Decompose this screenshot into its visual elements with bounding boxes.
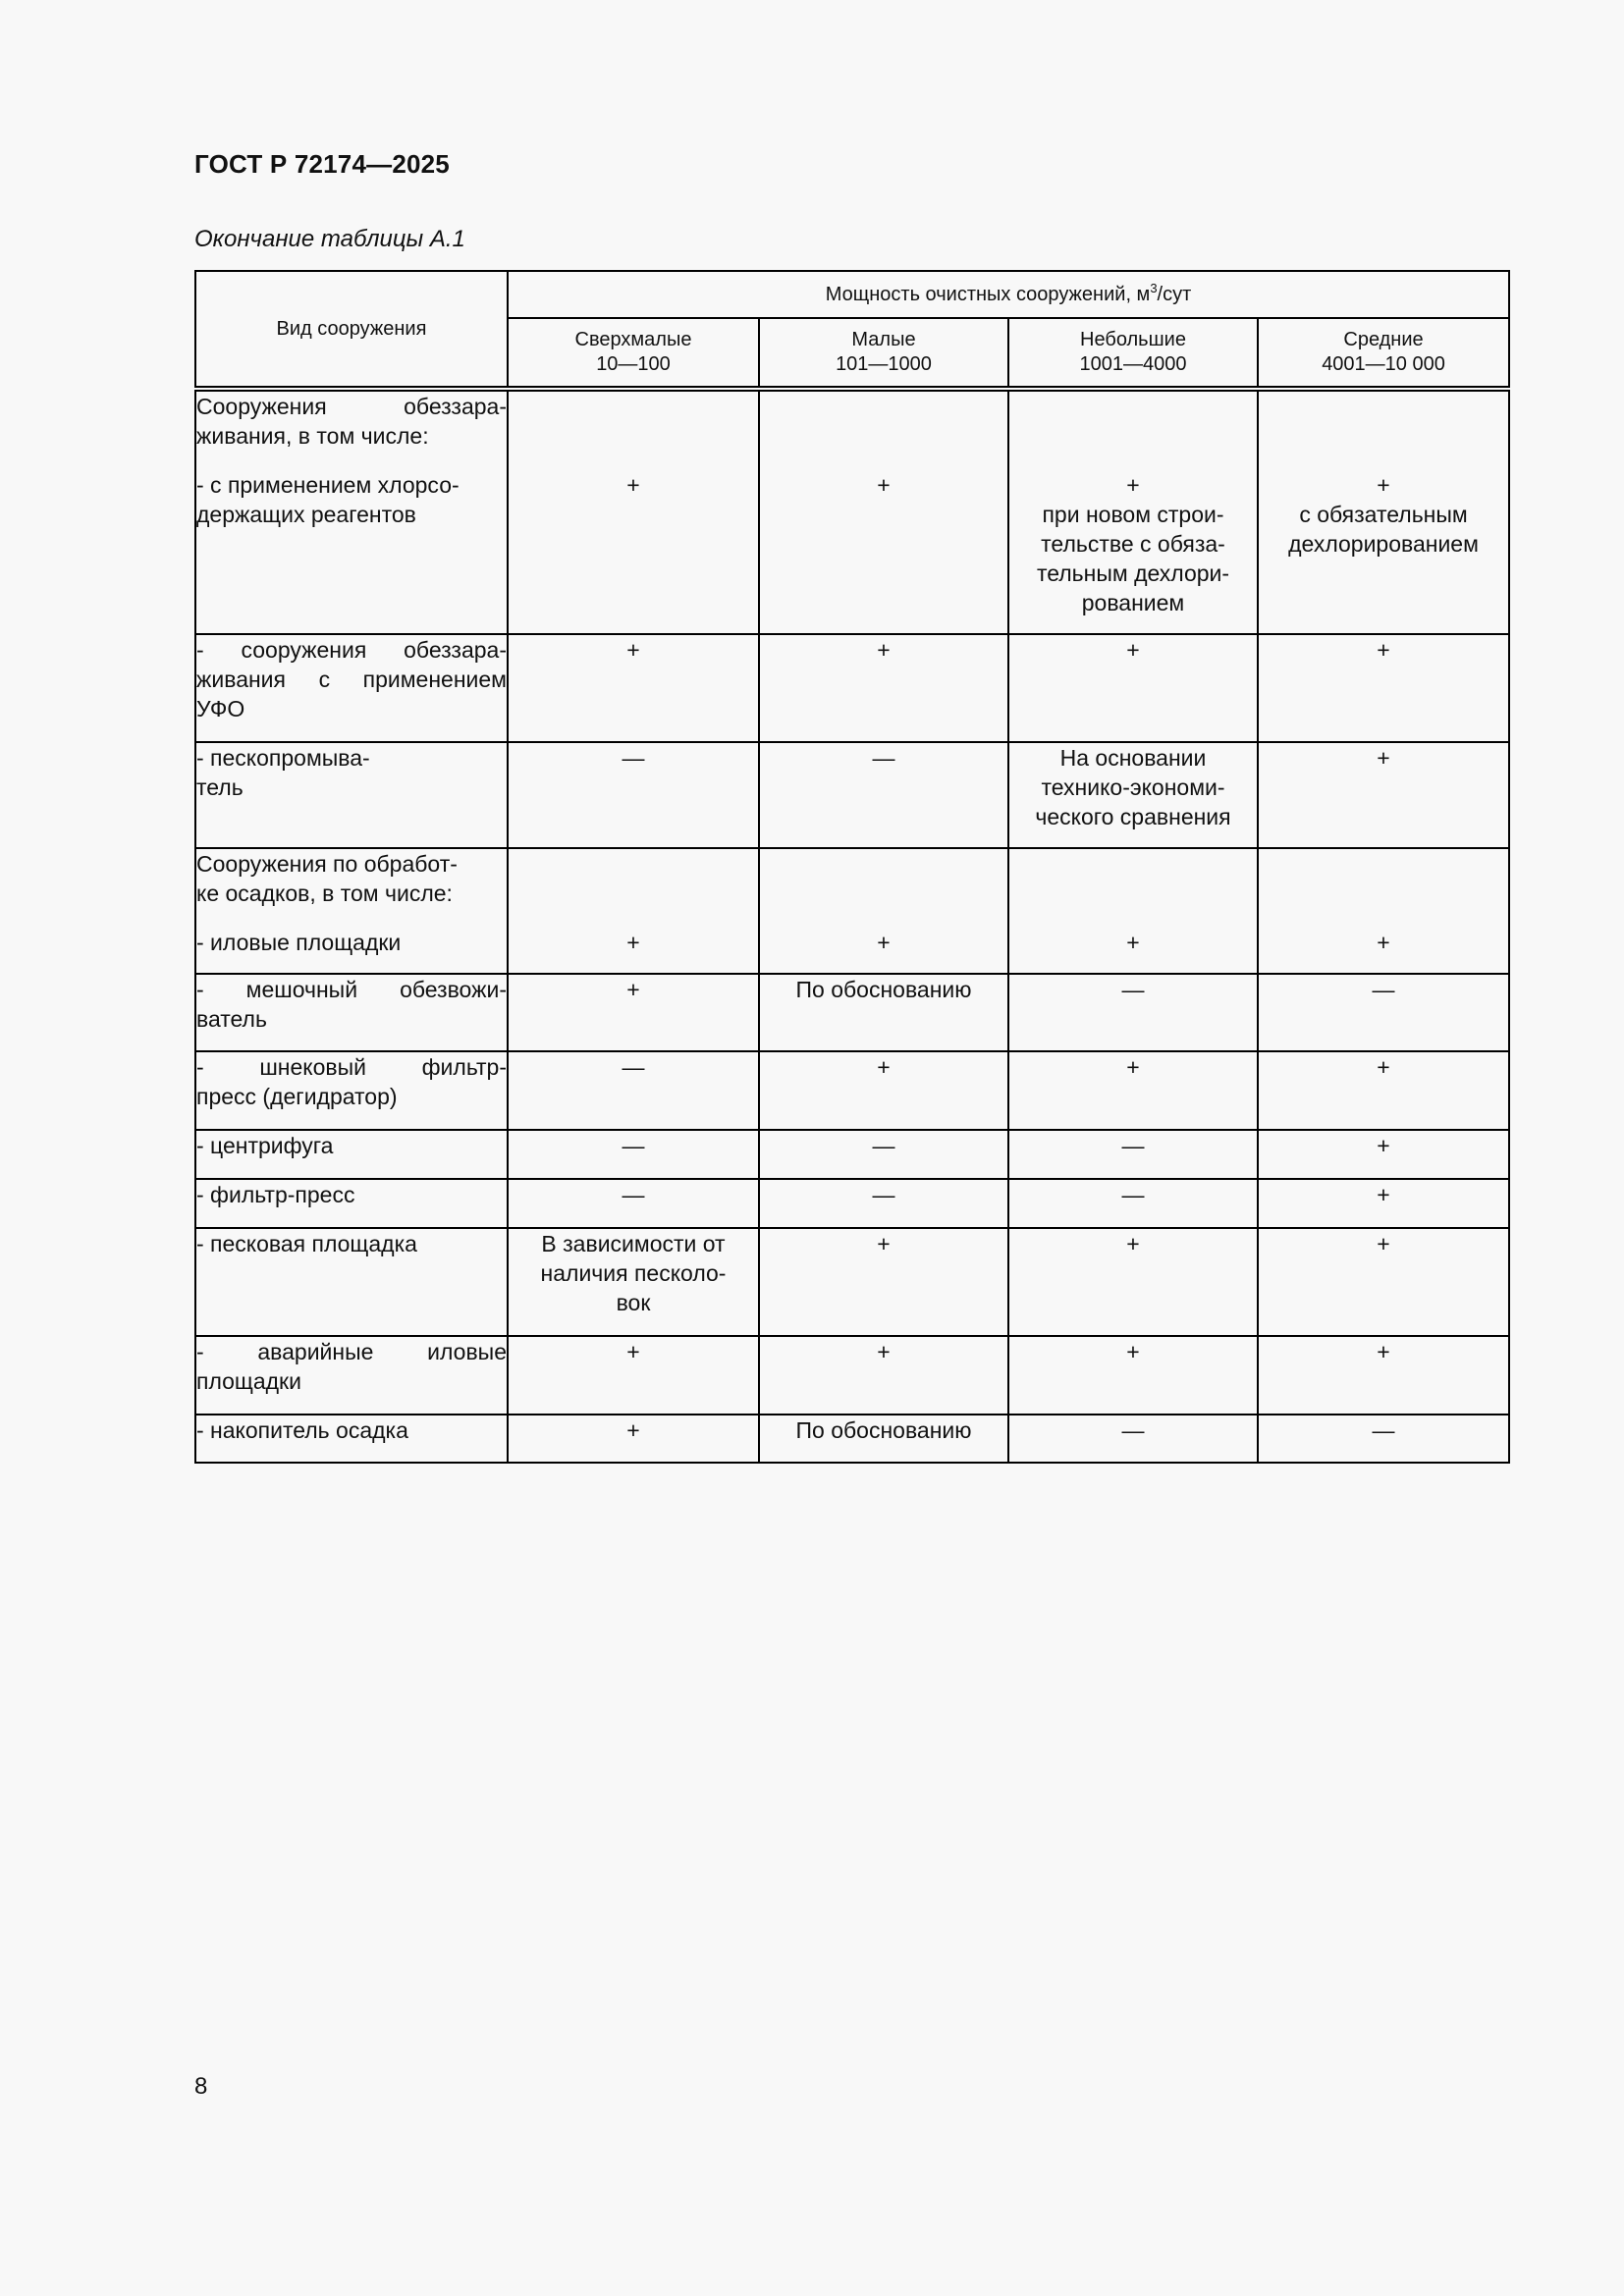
row-name-line: - иловые площадки: [196, 930, 402, 955]
cell: +: [1258, 1336, 1509, 1415]
cell: [1008, 742, 1258, 848]
cell: +: [1008, 1228, 1258, 1336]
header-col-name: Средние: [1343, 329, 1424, 350]
table-row: [195, 742, 1509, 848]
cell: +: [508, 1336, 759, 1415]
row-name: [195, 742, 508, 848]
row-name: - фильтр-пресс: [195, 1179, 508, 1228]
row-name-line: - сооружения обеззара-: [196, 637, 507, 663]
table-row: [195, 634, 1509, 742]
row-name-line: УФО: [196, 696, 245, 721]
cell: —: [1008, 974, 1258, 1051]
cell: —: [1008, 1179, 1258, 1228]
header-capacity-sup: 3: [1150, 280, 1158, 295]
table-row: [195, 1228, 1509, 1336]
row-name-line: ватель: [196, 1006, 267, 1032]
cell: +: [508, 974, 759, 1051]
cell: [508, 1228, 759, 1336]
cell: —: [759, 1179, 1008, 1228]
cell-text-line: дехлорированием: [1288, 531, 1479, 557]
cell-text-line: тельным дехлори-: [1036, 561, 1230, 586]
header-col-2: [759, 318, 1008, 389]
cell-mark: +: [1377, 472, 1390, 498]
row-name: - центрифуга: [195, 1130, 508, 1179]
cell: +: [508, 634, 759, 742]
cell: —: [1258, 974, 1509, 1051]
table-row: [195, 974, 1509, 1051]
cell: +: [759, 634, 1008, 742]
cell: По обоснованию: [759, 1415, 1008, 1463]
cell: [759, 848, 1008, 974]
row-name-line: площадки: [196, 1368, 301, 1394]
header-col-range: 10—100: [596, 353, 671, 375]
cell-text-line: технико-экономи-: [1041, 774, 1225, 800]
table-caption: Окончание таблицы А.1: [194, 226, 465, 252]
section-title-line: ке осадков, в том числе:: [196, 881, 453, 906]
section-title-line: живания, в том числе:: [196, 423, 429, 449]
table-row: [195, 1179, 1509, 1228]
cell: +: [759, 1228, 1008, 1336]
row-name: [195, 1051, 508, 1130]
cell: [508, 848, 759, 974]
table-row: [195, 389, 1509, 634]
cell-text-line: с обязательным: [1299, 502, 1468, 527]
cell: +: [1258, 742, 1509, 848]
row-name: [195, 634, 508, 742]
header-capacity: [508, 271, 1509, 318]
cell: +: [1258, 1130, 1509, 1179]
row-name-line: живания с применением: [196, 667, 507, 692]
header-col-range: 101—1000: [836, 353, 932, 375]
cell: +: [759, 1336, 1008, 1415]
cell-text-line: ческого сравнения: [1035, 804, 1231, 829]
cell-text-line: рованием: [1081, 590, 1185, 615]
cell-text-line: при новом строи-: [1042, 502, 1224, 527]
cell: +: [1008, 1051, 1258, 1130]
row-name-line: тель: [196, 774, 244, 800]
header-col-4: [1258, 318, 1509, 389]
row-name: [195, 848, 508, 974]
row-name: - накопитель осадка: [195, 1415, 508, 1463]
header-col-1: [508, 318, 759, 389]
cell-text-line: На основании: [1059, 745, 1207, 771]
row-name-line: - шнековый фильтр-: [196, 1054, 507, 1080]
cell: +: [1008, 1336, 1258, 1415]
cell: [1258, 389, 1509, 634]
page-number: 8: [194, 2073, 208, 2100]
cell: +: [1258, 1051, 1509, 1130]
header-capacity-prefix: Мощность очистных сооружений, м: [825, 283, 1151, 305]
cell: —: [1008, 1130, 1258, 1179]
cell-text-line: наличия песколо-: [540, 1260, 727, 1286]
cell: +: [508, 1415, 759, 1463]
section-title-line: Сооружения обеззара-: [196, 394, 507, 419]
cell-mark: +: [877, 472, 891, 498]
cell: [508, 389, 759, 634]
cell: —: [508, 1130, 759, 1179]
cell: —: [759, 742, 1008, 848]
cell: +: [1258, 1228, 1509, 1336]
section-title-line: Сооружения по обработ-: [196, 851, 458, 877]
header-col-name: Сверхмалые: [574, 329, 692, 350]
row-name: [195, 389, 508, 634]
header-col-range: 1001—4000: [1079, 353, 1187, 375]
spacer: [196, 451, 507, 470]
header-col-name: Небольшие: [1080, 329, 1186, 350]
table-row: [195, 1336, 1509, 1415]
cell-mark: +: [877, 930, 891, 955]
row-name: [195, 974, 508, 1051]
cell-mark: +: [626, 930, 640, 955]
row-name-line: - пескопромыва-: [196, 745, 370, 771]
row-name-line: - аварийные иловые: [196, 1339, 507, 1364]
spacer: [196, 908, 507, 928]
cell-mark: +: [1126, 472, 1140, 498]
cell: [759, 389, 1008, 634]
cell-text-line: тельстве с обяза-: [1041, 531, 1225, 557]
cell: —: [508, 1051, 759, 1130]
cell-text-line: вок: [616, 1290, 651, 1315]
cell: —: [1008, 1415, 1258, 1463]
header-col-range: 4001—10 000: [1322, 353, 1445, 375]
row-name-line: - с применением хлорсо-: [196, 472, 460, 498]
cell: +: [1258, 1179, 1509, 1228]
row-name: - песковая площадка: [195, 1228, 508, 1336]
cell-mark: +: [1377, 930, 1390, 955]
row-name-line: пресс (дегидратор): [196, 1084, 398, 1109]
cell: [1258, 848, 1509, 974]
facilities-table: [194, 270, 1510, 1464]
header-col-name: Малые: [851, 329, 916, 350]
cell: [1008, 389, 1258, 634]
document-title: ГОСТ Р 72174—2025: [194, 149, 450, 179]
cell: [1008, 848, 1258, 974]
row-name-line: - мешочный обезвожи-: [196, 977, 507, 1002]
row-name-line: держащих реагентов: [196, 502, 416, 527]
header-col-3: [1008, 318, 1258, 389]
row-name: [195, 1336, 508, 1415]
cell: +: [759, 1051, 1008, 1130]
table-row: [195, 848, 1509, 974]
table-row: [195, 1130, 1509, 1179]
cell-mark: +: [1126, 930, 1140, 955]
cell: +: [1258, 634, 1509, 742]
header-kind: Вид сооружения: [195, 271, 508, 389]
cell: —: [759, 1130, 1008, 1179]
cell: По обоснованию: [759, 974, 1008, 1051]
cell: —: [508, 1179, 759, 1228]
table-row: [195, 1051, 1509, 1130]
header-capacity-suffix: /сут: [1157, 283, 1192, 305]
cell-text-line: В зависимости от: [541, 1231, 726, 1256]
cell: —: [1258, 1415, 1509, 1463]
cell-mark: +: [626, 472, 640, 498]
table-row: [195, 1415, 1509, 1463]
cell: —: [508, 742, 759, 848]
cell: +: [1008, 634, 1258, 742]
